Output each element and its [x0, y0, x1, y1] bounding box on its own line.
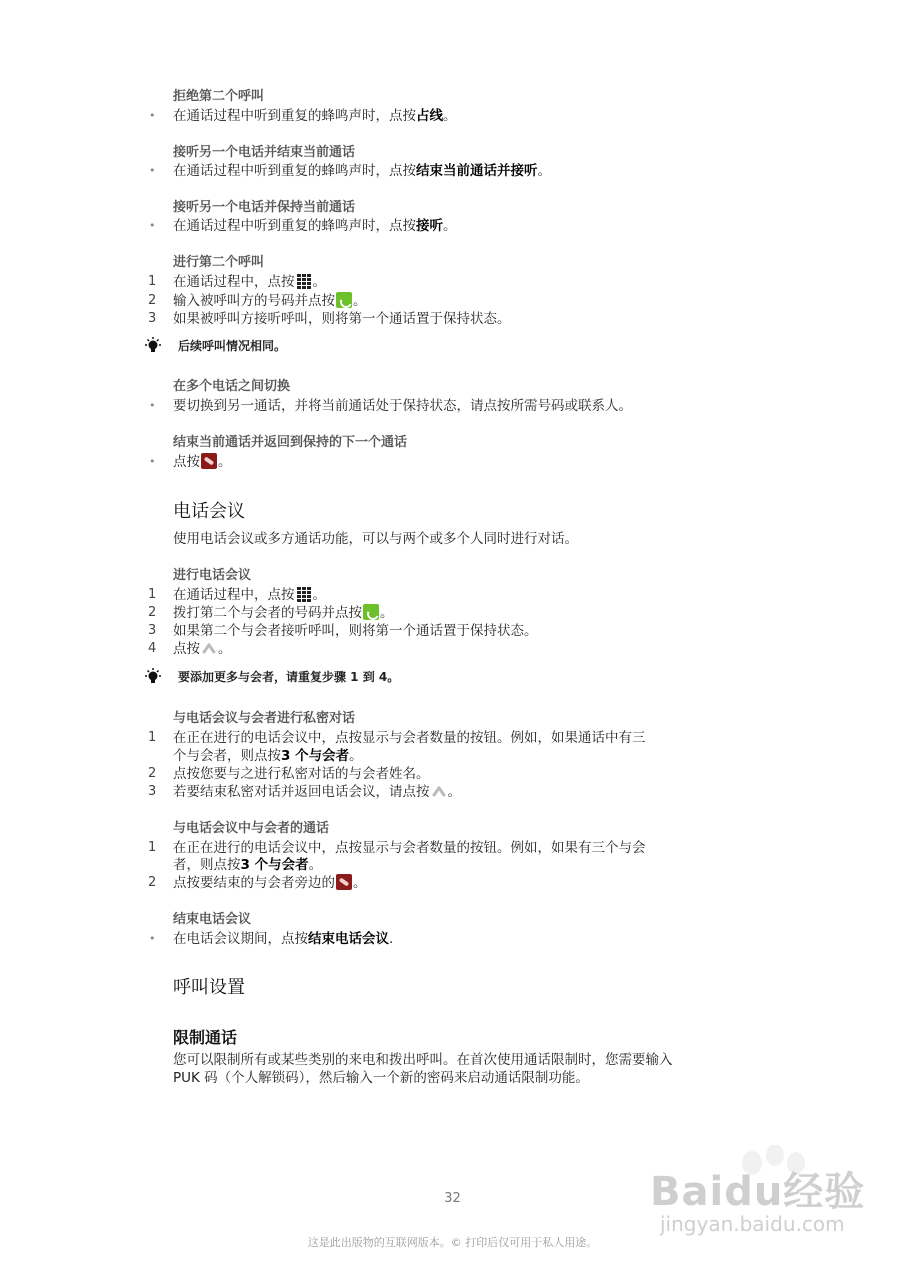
step-number: 1 [148, 587, 157, 602]
bullet-mark: • [149, 399, 156, 412]
step-text: 点按您要与之进行私密对话的与会者姓名。 [173, 766, 430, 782]
step-text-continued: 个与会者，则点按3 个与会者。 [173, 748, 363, 764]
step-text: 如果第二个与会者接听呼叫，则将第一个通话置于保持状态。 [173, 623, 538, 639]
bullet-mark: • [149, 219, 156, 232]
step-number: 3 [148, 784, 157, 799]
step-number: 2 [148, 605, 157, 620]
bold-term: 结束当前通话并接听 [416, 163, 538, 179]
merge-calls-icon [431, 783, 447, 799]
call-icon [363, 604, 379, 620]
step-text: 输入被呼叫方的号码并点按 。 [173, 293, 367, 309]
page-number: 32 [444, 1191, 461, 1206]
bullet-text: 点按 。 [173, 454, 232, 470]
section-heading: 与电话会议中与会者的通话 [173, 821, 330, 836]
watermark-url: jingyan.baidu.com [660, 1212, 845, 1236]
section-heading: 结束电话会议 [173, 912, 252, 927]
bullet-text: 在通话过程中听到重复的蜂鸣声时，点按接听。 [173, 218, 457, 234]
step-number: 3 [148, 311, 157, 326]
step-number: 1 [148, 840, 157, 855]
step-text: 在通话过程中，点按 。 [173, 587, 326, 603]
step-text: 在通话过程中，点按 。 [173, 274, 326, 290]
bullet-mark: • [149, 455, 156, 468]
chapter-title: 呼叫设置 [173, 977, 245, 998]
section-heading: 接听另一个电话并结束当前通话 [173, 145, 356, 160]
bold-term: 结束电话会议 [308, 931, 389, 947]
bold-term: 3 个与会者 [240, 857, 309, 873]
footer-note: 这是此出版物的互联网版本。© 打印后仅可用于私人用途。 [307, 1236, 598, 1249]
step-number: 2 [148, 766, 157, 781]
intro-text: 使用电话会议或多方通话功能，可以与两个或多个人同时进行对话。 [173, 531, 578, 547]
bullet-text: 在电话会议期间，点按结束电话会议. [173, 931, 394, 947]
step-number: 4 [148, 641, 157, 656]
section-heading: 进行第二个呼叫 [173, 255, 265, 270]
step-number: 1 [148, 730, 157, 745]
bullet-mark: • [149, 932, 156, 945]
lightbulb-tip-icon [143, 667, 163, 687]
merge-calls-icon [201, 640, 217, 656]
step-number: 2 [148, 293, 157, 308]
watermark-brand: Baidu经验 [650, 1169, 866, 1215]
chapter-title: 电话会议 [173, 501, 245, 522]
step-text: 点按 。 [173, 641, 232, 657]
bold-term: 占线 [416, 108, 443, 124]
bullet-text: 在通话过程中听到重复的蜂鸣声时，点按结束当前通话并接听。 [173, 163, 551, 179]
step-number: 3 [148, 623, 157, 638]
step-text: 在正在进行的电话会议中，点按显示与会者数量的按钮。例如，如果有三个与会 [173, 840, 646, 856]
keypad-icon [296, 586, 312, 602]
section-heading: 结束当前通话并返回到保持的下一个通话 [173, 435, 408, 450]
call-icon [336, 292, 352, 308]
step-number: 1 [148, 274, 157, 289]
keypad-icon [296, 273, 312, 289]
step-text: 拨打第二个与会者的号码并点按 。 [173, 605, 394, 621]
tip-text: 后续呼叫情况相同。 [178, 339, 287, 353]
section-heading: 进行电话会议 [173, 568, 252, 583]
step-text: 在正在进行的电话会议中，点按显示与会者数量的按钮。例如，如果通话中有三 [173, 730, 646, 746]
step-text: 点按要结束的与会者旁边的 。 [173, 875, 367, 891]
step-text: 若要结束私密对话并返回电话会议，请点按 。 [173, 784, 461, 800]
bold-term: 接听 [416, 218, 443, 234]
bullet-text: 在通话过程中听到重复的蜂鸣声时，点按占线。 [173, 108, 457, 124]
bold-term: 3 个与会者 [281, 748, 350, 764]
section-heading: 在多个电话之间切换 [173, 379, 291, 394]
end-call-icon [201, 453, 217, 469]
tip-text: 要添加更多与会者，请重复步骤 1 到 4。 [178, 670, 400, 684]
step-number: 2 [148, 875, 157, 890]
step-text-continued: 者，则点按3 个与会者。 [173, 857, 323, 873]
step-text: 如果被呼叫方接听呼叫，则将第一个通话置于保持状态。 [173, 311, 511, 327]
section-heading: 与电话会议与会者进行私密对话 [173, 711, 356, 726]
bullet-mark: • [149, 109, 156, 122]
end-call-icon [336, 874, 352, 890]
lightbulb-tip-icon [143, 336, 163, 356]
body-text: PUK 码（个人解锁码），然后输入一个新的密码来启动通话限制功能。 [173, 1070, 589, 1086]
body-text: 您可以限制所有或某些类别的来电和拨出呼叫。在首次使用通话限制时，您需要输入 [173, 1052, 673, 1068]
section-heading: 拒绝第二个呼叫 [173, 89, 265, 104]
section-heading: 接听另一个电话并保持当前通话 [173, 200, 356, 215]
bullet-mark: • [149, 164, 156, 177]
bullet-text: 要切换到另一通话，并将当前通话处于保持状态，请点按所需号码或联系人。 [173, 398, 632, 414]
section-heading-large: 限制通话 [173, 1028, 238, 1047]
